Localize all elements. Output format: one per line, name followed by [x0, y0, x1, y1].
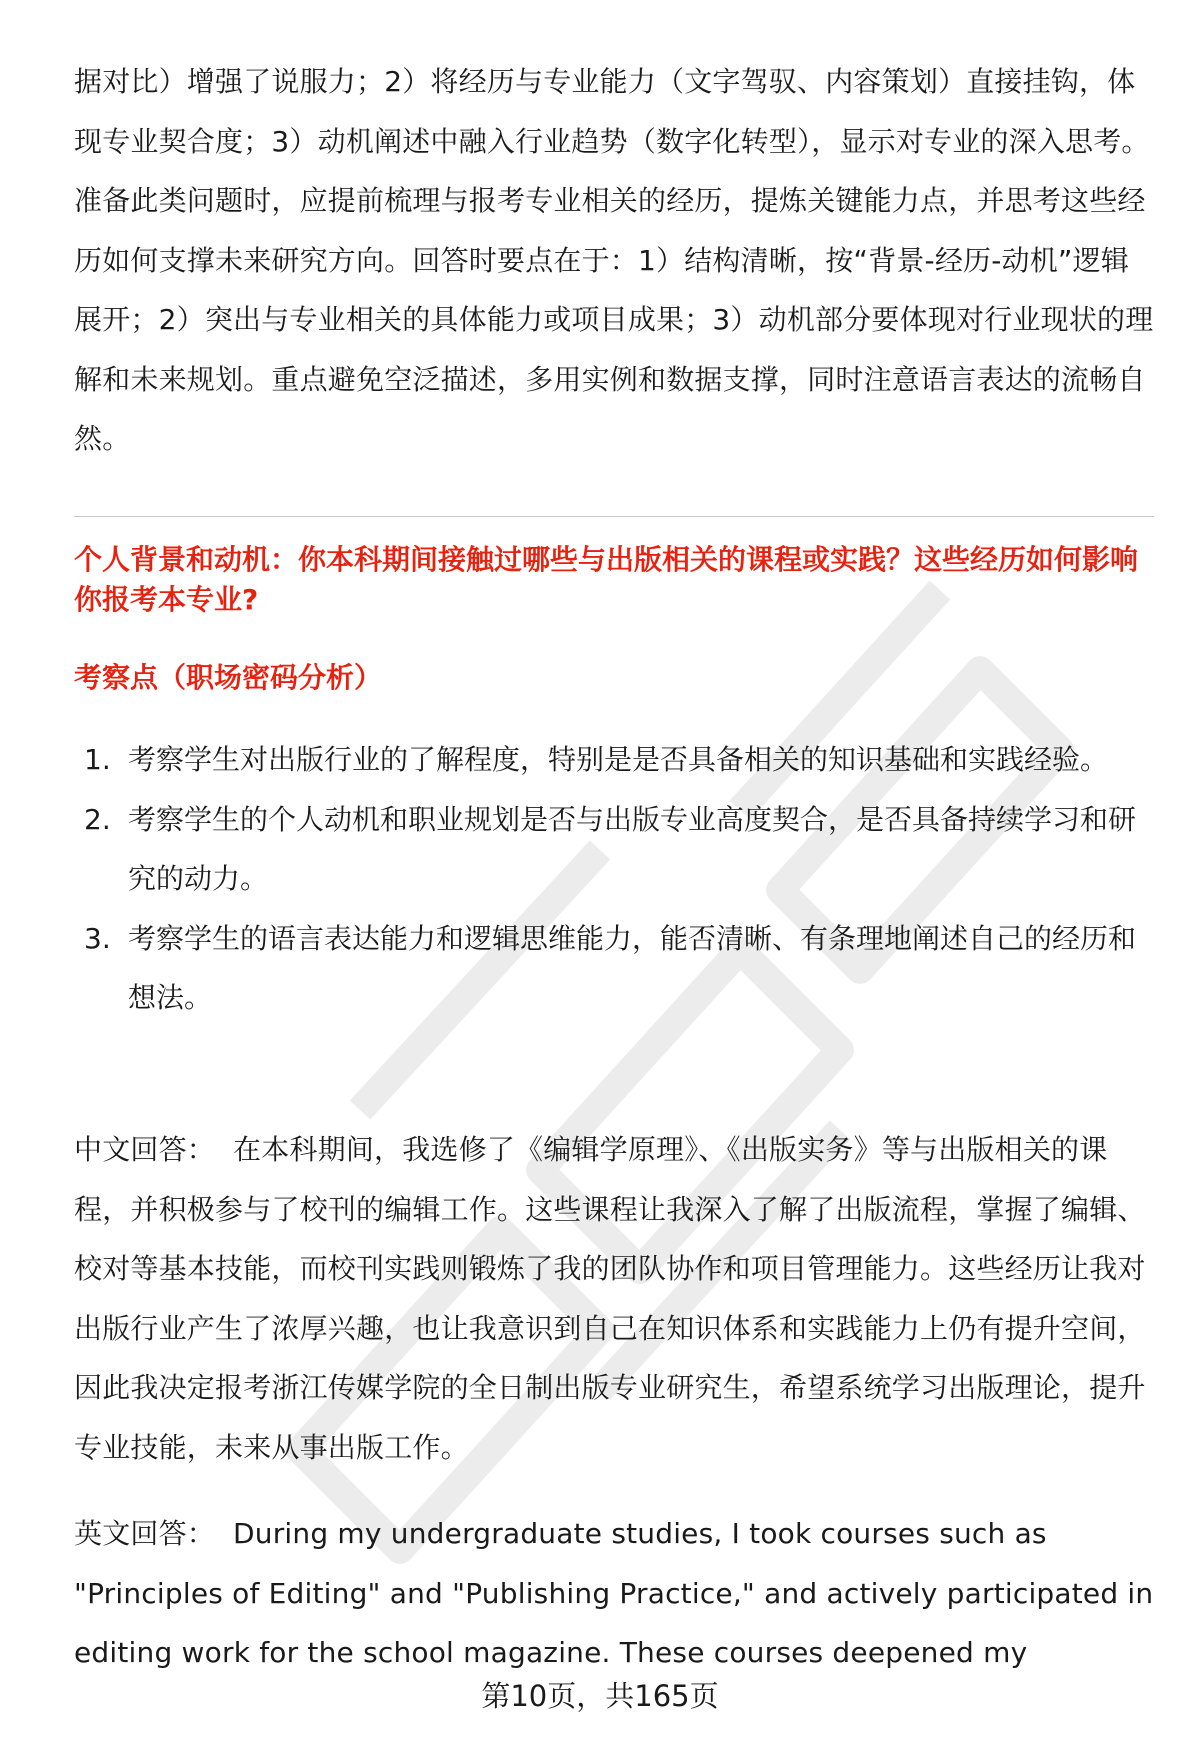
- list-item: [74, 730, 1154, 790]
- section-divider: [74, 516, 1154, 517]
- list-item-text: 考察学生对出版行业的了解程度，特别是是否具备相关的知识基础和实践经验。: [128, 743, 1109, 776]
- page-number-footer: 第10页，共165页: [481, 1679, 719, 1713]
- chinese-answer: [74, 1120, 1154, 1477]
- list-item-number: 3.: [84, 921, 111, 955]
- assessment-points-list: [74, 730, 1154, 1028]
- english-answer-label: 英文回答：: [74, 1517, 216, 1550]
- list-item-text: 考察学生的语言表达能力和逻辑思维能力，能否清晰、有条理地阐述自己的经历和想法。: [128, 921, 1137, 1014]
- question-heading: 个人背景和动机：你本科期间接触过哪些与出版相关的课程或实践？这些经历如何影响你报考本专业?: [74, 543, 1139, 616]
- assessment-points-heading: 考察点（职场密码分析）: [74, 661, 383, 694]
- chinese-answer-label: 中文回答：: [74, 1133, 216, 1166]
- list-item: [74, 790, 1154, 909]
- intro-paragraph: 据对比）增强了说服力；2）将经历与专业能力（文字驾驭、内容策划）直接挂钩，体现专业契合度；3）动机阐述中融入行业趋势（数字化转型），显示对专业的深入思考。准备此类问题时，应提前梳理与报考专业相关的经历，提炼关键能力点，并思考这些经历如何支撑未来研究方向。回答时要点在于：1）结构清晰，按“背景-经历-动机”逻辑展开；2）突出与专业相关的具体能力或项目成果；3）动机部分要体现对行业现状的理解和未来规划。重点避免空泛描述，多用实例和数据支撑，同时注意语言表达的流畅自然。: [74, 65, 1154, 455]
- list-item: [74, 909, 1154, 1028]
- list-item-text: 考察学生的个人动机和职业规划是否与出版专业高度契合，是否具备持续学习和研究的动力。: [128, 802, 1137, 895]
- english-answer-text: During my undergraduate studies, I took courses such as "Principles of Editing" and "Publishing Practice," and actively participated in editing work for the school magazine. These courses deepened my: [74, 1517, 1154, 1669]
- english-answer: [74, 1504, 1154, 1683]
- chinese-answer-text: 在本科期间，我选修了《编辑学原理》、《出版实务》等与出版相关的课程，并积极参与了校刊的编辑工作。这些课程让我深入了解了出版流程，掌握了编辑、校对等基本技能，而校刊实践则锻炼了我的团队协作和项目管理能力。这些经历让我对出版行业产生了浓厚兴趣，也让我意识到自己在知识体系和实践能力上仍有提升空间，因此我决定报考浙江传媒学院的全日制出版专业研究生，希望系统学习出版理论，提升专业技能，未来从事出版工作。: [74, 1133, 1146, 1464]
- list-item-number: 2.: [84, 802, 111, 836]
- list-item-number: 1.: [84, 743, 111, 776]
